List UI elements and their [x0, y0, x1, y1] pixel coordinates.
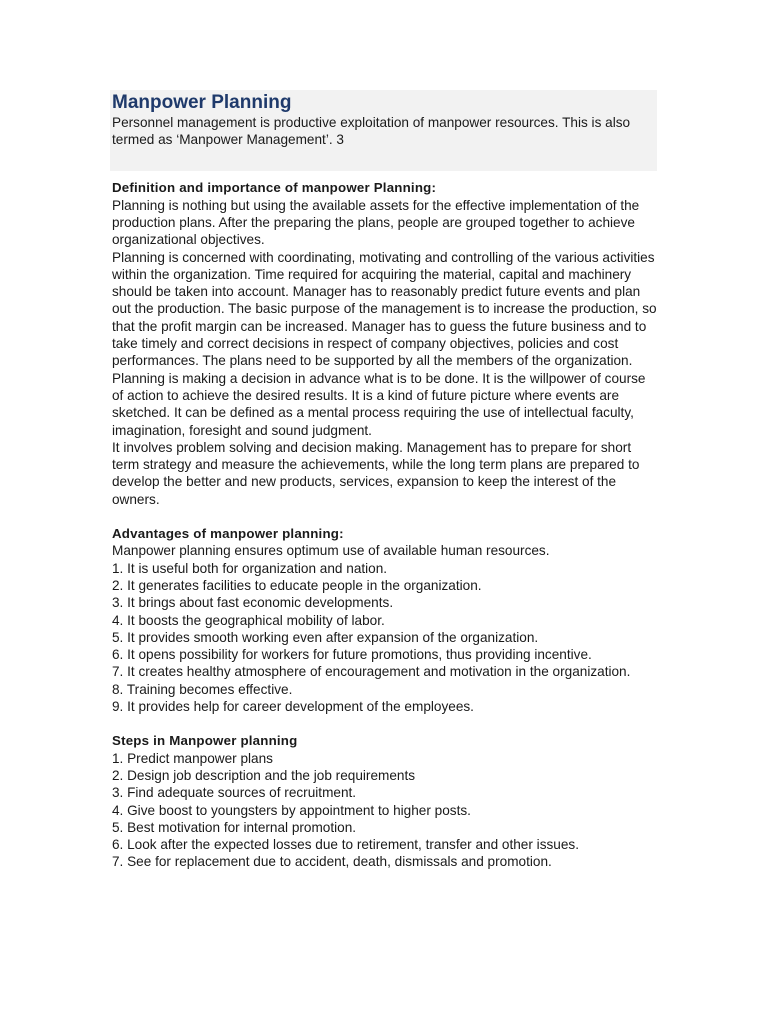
steps-list: [112, 750, 657, 871]
paragraph: Planning is nothing but using the available assets for the effective implementation of the production plans. After the preparing the plans, people are grouped together to achieve organizational objectives.: [112, 197, 640, 248]
list-item: 3. Find adequate sources of recruitment.: [112, 785, 357, 801]
intro-paragraph: Personnel management is productive exploitation of manpower resources. This is also termed as ‘Manpower Management’. 3: [112, 115, 631, 148]
section-heading: Definition and importance of manpower Planning:: [112, 180, 437, 196]
list-item: 5. Best motivation for internal promotion.: [112, 819, 357, 835]
list-item: 6. It opens possibility for workers for future promotions, thus providing incentive.: [112, 647, 592, 663]
document-page: [112, 90, 657, 871]
section-heading: Steps in Manpower planning: [112, 733, 298, 749]
list-item: 7. It creates healthy atmosphere of encouragement and motivation in the organization.: [112, 664, 631, 680]
list-item: 9. It provides help for career development of the employees.: [112, 699, 474, 715]
spacer: [112, 508, 657, 525]
list-item: 2. Design job description and the job requirements: [112, 767, 416, 783]
paragraph: It involves problem solving and decision making. Management has to prepare for short term strategy and measure the achievements, while the long term plans are prepared to develop the better and new products, services, expansion to keep the interest of the owners.: [112, 439, 640, 507]
list-item: 5. It provides smooth working even after expansion of the organization.: [112, 629, 539, 645]
list-item: 1. Predict manpower plans: [112, 750, 273, 766]
paragraph: Planning is concerned with coordinating, motivating and controlling of the various activities within the organization. Time required for acquiring the material, capital and machinery should be taken into account. Manager has to reasonably predict future events and plan out the production. The basic purpose of the management is to increase the production, so that the profit margin can be increased. Manager has to guess the future business and to take timely and correct decisions in respect of company objectives, policies and cost performances. The plans need to be supported by all the members of the organization. Planning is making a decision in advance what is to be done. It is the willpower of course of action to achieve the desired results. It is a kind of future picture where events are sketched. It can be defined as a mental process requiring the use of intellectual faculty, imagination, foresight and sound judgment.: [112, 249, 657, 438]
list-item: 3. It brings about fast economic developments.: [112, 595, 394, 611]
page-title: Manpower Planning: [112, 92, 292, 113]
spacer: [112, 715, 657, 732]
lead-paragraph: Manpower planning ensures optimum use of available human resources.: [112, 543, 550, 559]
list-item: 4. It boosts the geographical mobility of labor.: [112, 612, 385, 628]
list-item: 6. Look after the expected losses due to retirement, transfer and other issues.: [112, 837, 579, 853]
title-block: [110, 90, 657, 171]
list-item: 4. Give boost to youngsters by appointment to higher posts.: [112, 802, 471, 818]
list-item: 1. It is useful both for organization and nation.: [112, 560, 388, 576]
list-item: 2. It generates facilities to educate people in the organization.: [112, 577, 482, 593]
advantages-list: [112, 560, 657, 716]
list-item: 7. See for replacement due to accident, death, dismissals and promotion.: [112, 854, 552, 870]
section-definition: [112, 179, 657, 508]
section-heading: Advantages of manpower planning:: [112, 526, 344, 542]
section-steps: [112, 732, 657, 870]
list-item: 8. Training becomes effective.: [112, 681, 293, 697]
section-advantages: [112, 525, 657, 715]
